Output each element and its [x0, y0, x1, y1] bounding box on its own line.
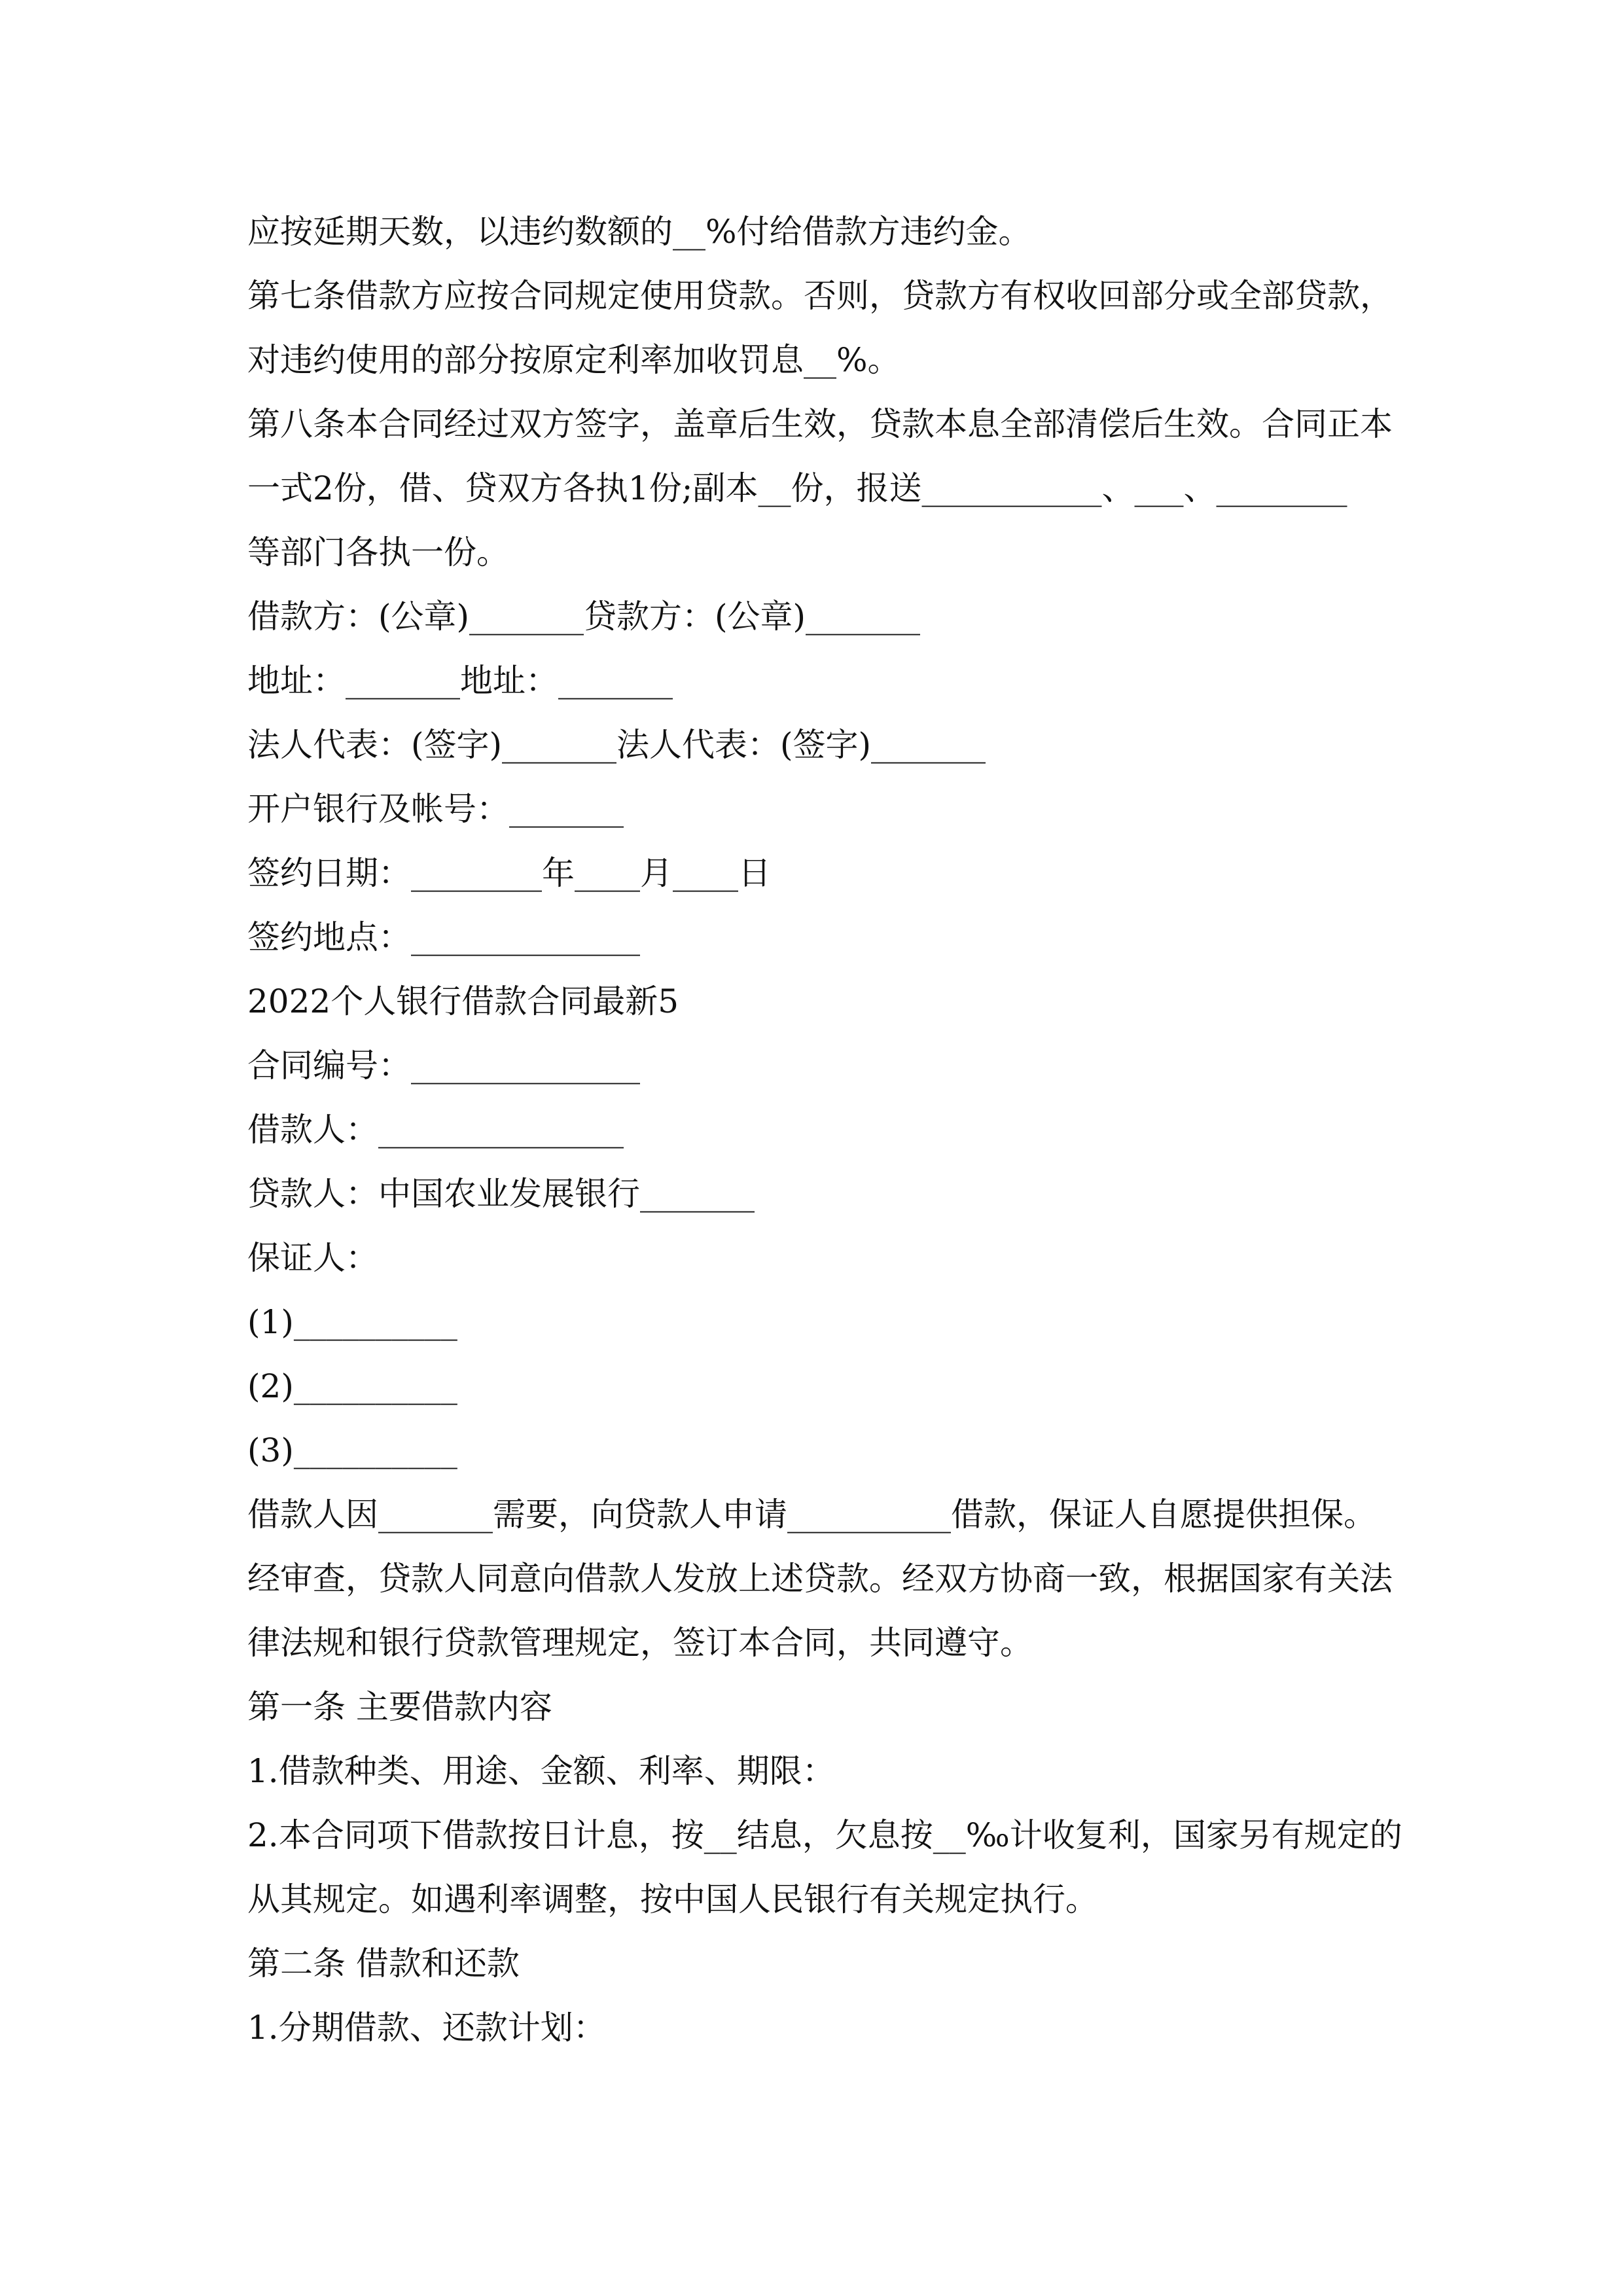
text-line: 一式2份，借、贷双方各执1份;副本__份，报送___________、___、________ — [247, 469, 1347, 507]
clause-1-1: 1.借款种类、用途、金额、利率、期限： — [247, 1752, 835, 1790]
guarantor-2: (2)__________ — [247, 1367, 457, 1405]
bank-account-line: 开户银行及帐号：_______ — [247, 790, 624, 828]
signature-parties: 借款方：(公章)_______贷款方：(公章)_______ — [247, 598, 921, 636]
signing-date-line: 签约日期：________年____月____日 — [247, 854, 771, 892]
clause-2-1: 1.分期借款、还款计划： — [247, 2009, 606, 2047]
text-line: 应按延期天数，以违约数额的__%付给借款方违约金。 — [247, 213, 1031, 251]
text-line: 等部门各执一份。 — [247, 533, 509, 571]
article-8: 第八条本合同经过双方签字，盖章后生效，贷款本息全部清偿后生效。合同正本 — [247, 405, 1393, 443]
document-page — [247, 200, 1402, 2060]
text-line: 对违约使用的部分按原定利率加收罚息__%。 — [247, 341, 901, 379]
lender-line: 贷款人：中国农业发展银行_______ — [247, 1175, 755, 1213]
article-1-heading: 第一条 主要借款内容 — [247, 1688, 552, 1726]
article-7: 第七条借款方应按合同规定使用贷款。否则，贷款方有权收回部分或全部贷款， — [247, 277, 1393, 315]
guarantor-1: (1)__________ — [247, 1303, 457, 1341]
contract-number-line: 合同编号：______________ — [247, 1047, 640, 1085]
guarantor-3: (3)__________ — [247, 1431, 457, 1469]
preamble-line: 律法规和银行贷款管理规定，签订本合同，共同遵守。 — [247, 1624, 1033, 1662]
clause-1-2: 2.本合同项下借款按日计息，按__结息，欠息按__‰计收复利，国家另有规定的 — [247, 1816, 1402, 1854]
article-2-heading: 第二条 借款和还款 — [247, 1945, 520, 1982]
section-title: 2022个人银行借款合同最新5 — [247, 982, 679, 1020]
legal-representative-line: 法人代表：(签字)_______法人代表：(签字)_______ — [247, 726, 986, 764]
preamble-line: 借款人因_______需要，向贷款人申请__________借款，保证人自愿提供担保。 — [247, 1496, 1376, 1534]
borrower-line: 借款人：_______________ — [247, 1111, 624, 1149]
text-line: 从其规定。如遇利率调整，按中国人民银行有关规定执行。 — [247, 1880, 1098, 1918]
signing-place-line: 签约地点：______________ — [247, 918, 640, 956]
address-line: 地址：_______地址：_______ — [247, 662, 673, 700]
preamble-line: 经审查，贷款人同意向借款人发放上述贷款。经双方协商一致，根据国家有关法 — [247, 1560, 1393, 1598]
guarantor-label: 保证人： — [247, 1239, 378, 1277]
